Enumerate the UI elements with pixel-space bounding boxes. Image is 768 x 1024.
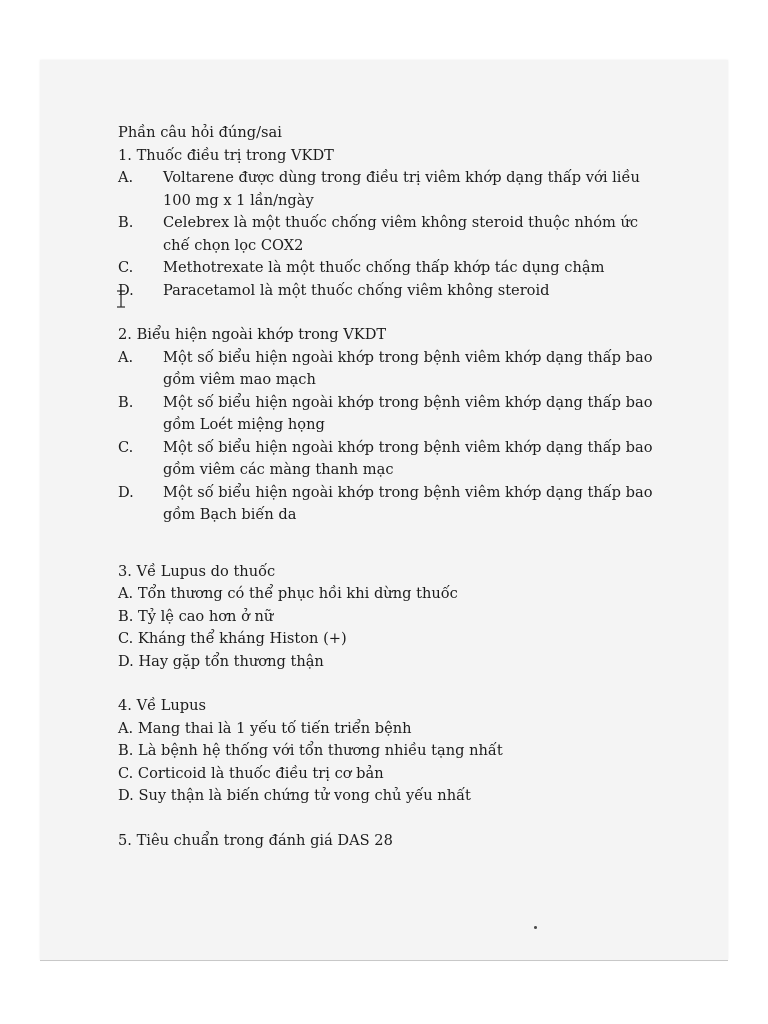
option-letter: B. bbox=[118, 393, 134, 411]
option-letter: C. bbox=[118, 259, 134, 276]
question-option: A. Tổn thương có thể phục hồi khi dừng thuốc bbox=[118, 585, 458, 602]
option-letter: C. bbox=[118, 438, 134, 456]
option-text: Methotrexate là một thuốc chống thấp khớp tác dụng chậm bbox=[163, 259, 605, 276]
question-title: 3. Về Lupus do thuốc bbox=[118, 562, 276, 580]
section-title: Phần câu hỏi đúng/sai bbox=[118, 124, 282, 141]
option-text: Celebrex là một thuốc chống viêm không steroid thuộc nhóm ức chế chọn lọc COX2 bbox=[163, 214, 639, 254]
scan-speck bbox=[534, 926, 537, 929]
option-text: Một số biểu hiện ngoài khớp trong bệnh viêm khớp dạng thấp bao gồm viêm mao mạch bbox=[163, 348, 653, 388]
question-title: 2. Biểu hiện ngoài khớp trong VKDT bbox=[118, 326, 387, 343]
question-option: D. Suy thận là biến chứng tử vong chủ yếu nhất bbox=[118, 787, 471, 804]
question-option bbox=[118, 257, 658, 280]
question-option: C. Corticoid là thuốc điều trị cơ bản bbox=[118, 764, 384, 782]
question-option: D. Hay gặp tổn thương thận bbox=[118, 652, 324, 670]
question-option bbox=[118, 167, 658, 212]
question-1 bbox=[118, 145, 658, 303]
question-4 bbox=[118, 695, 658, 808]
question-option bbox=[118, 482, 658, 527]
option-text: Một số biểu hiện ngoài khớp trong bệnh viêm khớp dạng thấp bao gồm Loét miệng họng bbox=[163, 393, 653, 433]
document-body bbox=[118, 122, 658, 852]
question-option: B. Là bệnh hệ thống với tổn thương nhiều tạng nhất bbox=[118, 742, 503, 759]
question-option bbox=[118, 280, 658, 303]
spacer bbox=[118, 302, 658, 324]
option-letter: B. bbox=[118, 214, 134, 231]
option-text: Paracetamol là một thuốc chống viêm không steroid bbox=[163, 281, 550, 299]
option-letter: D. bbox=[118, 281, 134, 299]
spacer bbox=[118, 808, 658, 830]
question-option: C. Kháng thể kháng Histon (+) bbox=[118, 630, 347, 647]
question-title: 4. Về Lupus bbox=[118, 697, 207, 714]
question-option: A. Mang thai là 1 yếu tố tiến triển bệnh bbox=[118, 719, 412, 737]
question-2 bbox=[118, 324, 658, 527]
option-text: Một số biểu hiện ngoài khớp trong bệnh viêm khớp dạng thấp bao gồm viêm các màng thanh mạc bbox=[163, 438, 653, 478]
question-5 bbox=[118, 830, 658, 853]
option-letter: D. bbox=[118, 483, 134, 501]
question-title: 1. Thuốc điều trị trong VKDT bbox=[118, 146, 334, 164]
option-text: Voltarene được dùng trong điều trị viêm khớp dạng thấp với liều 100 mg x 1 lần/ngày bbox=[163, 169, 640, 209]
question-option bbox=[118, 392, 658, 437]
scan-edge-line bbox=[40, 960, 728, 961]
question-option: B. Tỷ lệ cao hơn ở nữ bbox=[118, 607, 274, 625]
question-option bbox=[118, 212, 658, 257]
question-title: 5. Tiêu chuẩn trong đánh giá DAS 28 bbox=[118, 831, 393, 849]
question-option bbox=[118, 437, 658, 482]
option-letter: A. bbox=[118, 348, 134, 366]
option-letter: A. bbox=[118, 169, 134, 186]
question-option bbox=[118, 347, 658, 392]
spacer bbox=[118, 673, 658, 695]
spacer bbox=[118, 527, 658, 561]
option-text: Một số biểu hiện ngoài khớp trong bệnh viêm khớp dạng thấp bao gồm Bạch biến da bbox=[163, 483, 653, 523]
question-3 bbox=[118, 561, 658, 674]
